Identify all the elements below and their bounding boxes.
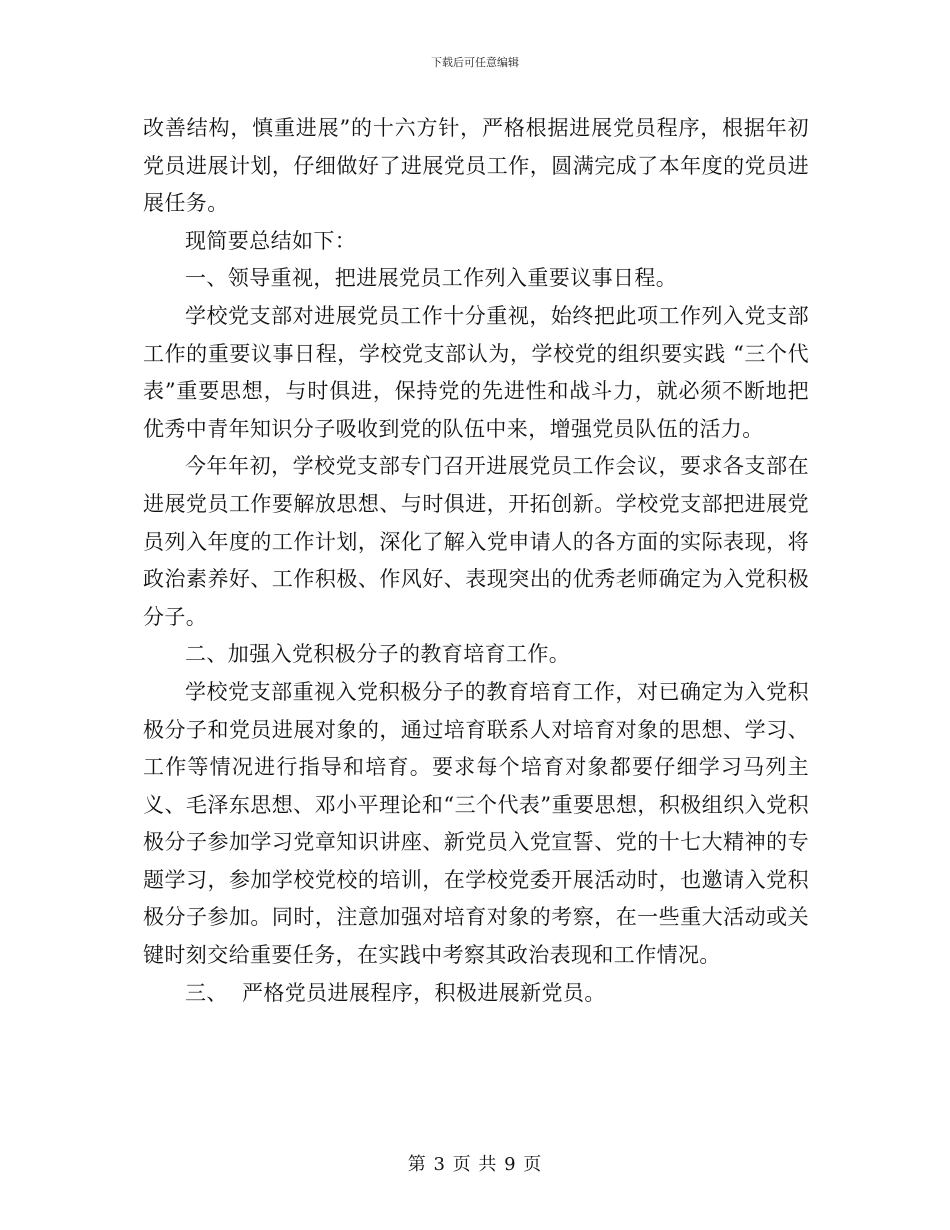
page-header-note: 下载后可任意编辑: [431, 56, 519, 69]
page-number-footer: 第 3 页 共 9 页: [407, 1154, 543, 1175]
section-heading-three: 三、 严格党员进展程序，积极进展新党员。: [185, 980, 606, 1005]
paragraph-section-two-body: 学校党支部重视入党积极分子的教育培育工作，对已确定为入党积极分子和党员进展对象的，通过培育联系人对培育对象的思想、学习、工作等情况进行指导和培育。要求每个培育对象都要仔细学习马列主义、毛泽东思想、邓小平理论和“三个代表”重要思想，积极组织入党积极分子参加学习党章知识讲座、新党员入党宣誓、党的十七大精神的专题学习，参加学校党校的培训，在学校党委开展活动时，也邀请入党积极分子参加。同时，注意加强对培育对象的考察，在一些重大活动或关键时刻交给重要任务，在实践中考察其政治表现和工作情况。: [143, 679, 809, 968]
paragraph-section-one-meeting: 今年年初，学校党支部专门召开进展党员工作会议，要求各支部在进展党员工作要解放思想、与时俱进，开拓创新。学校党支部把进展党员列入年度的工作计划，深化了解入党申请人的各方面的实际表现，将政治素养好、工作积极、作风好、表现突出的优秀老师确定为入党积极分子。: [143, 454, 809, 629]
section-heading-two: 二、加强入党积极分子的教育培育工作。: [185, 642, 571, 667]
paragraph-section-one-body: 学校党支部对进展党员工作十分重视，始终把此项工作列入党支部工作的重要议事日程，学校党支部认为，学校党的组织要实践 “三个代表”重要思想，与时俱进，保持党的先进性和战斗力，就必须不断地把优秀中青年知识分子吸收到党的队伍中来，增强党员队伍的活力。: [143, 303, 809, 441]
document-body: [143, 110, 809, 1012]
section-heading-one: 一、领导重视，把进展党员工作列入重要议事日程。: [185, 266, 678, 291]
paragraph-summary-lead: 现简要总结如下：: [185, 228, 357, 253]
paragraph-intro-continuation: 改善结构，慎重进展”的十六方针，严格根据进展党员程序，根据年初党员进展计划，仔细做好了进展党员工作，圆满完成了本年度的党员进展任务。: [143, 116, 809, 216]
